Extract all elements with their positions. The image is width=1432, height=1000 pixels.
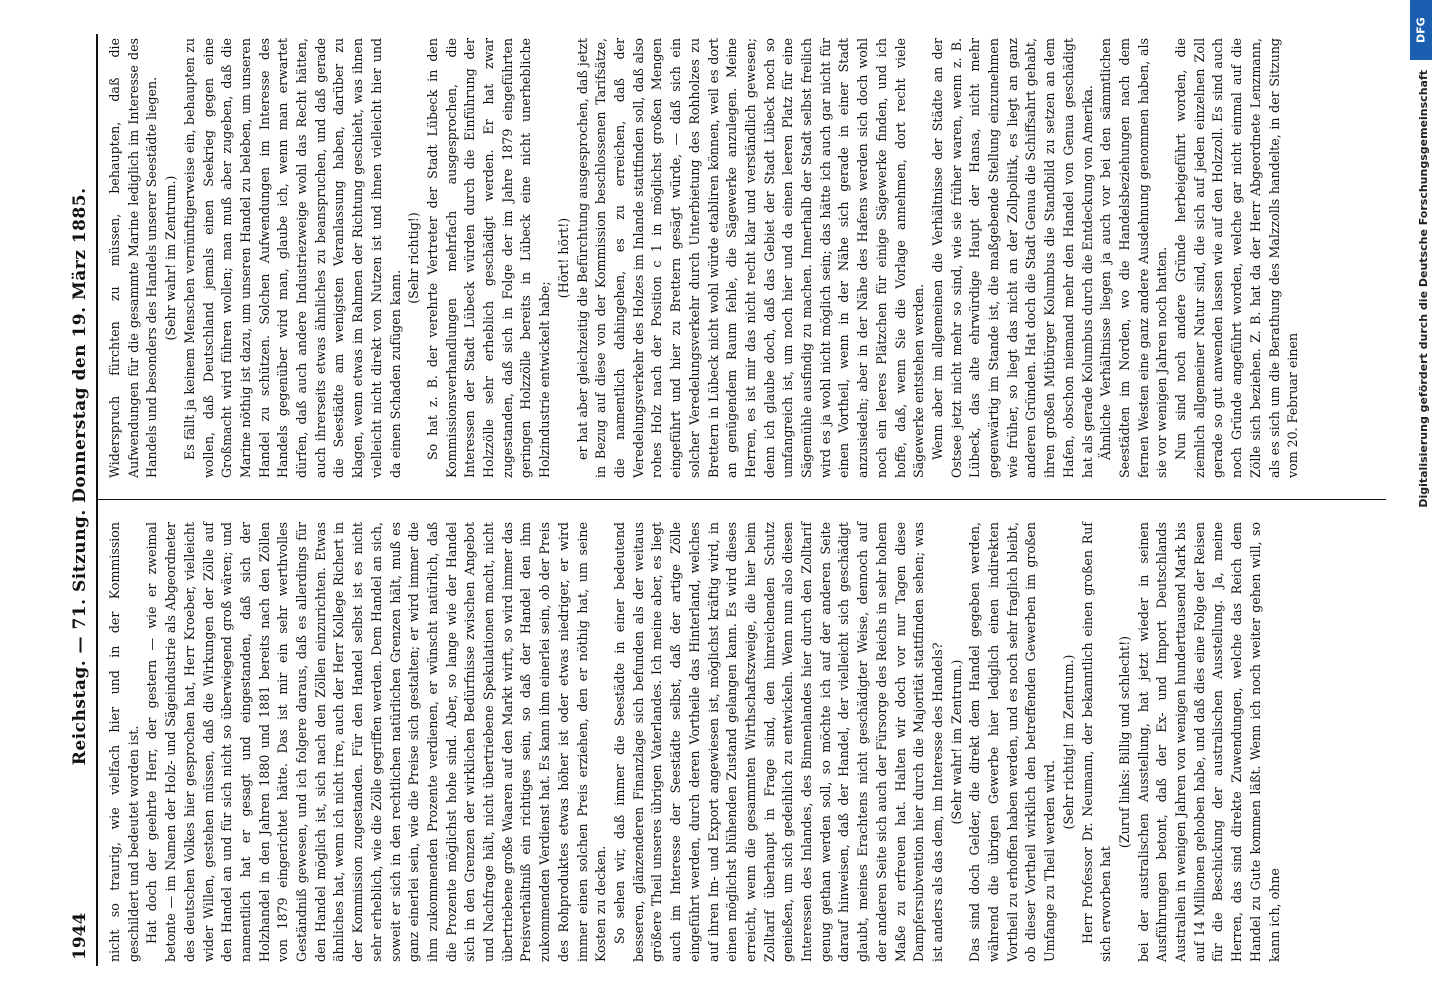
scanned-page (50, 20, 1400, 980)
paragraph: So sehen wir, daß immer die Seestädte in einer bedeutend besseren, glänzenderen Finanzlage sich befunden als der weitaus größere Theil unseres übrigen Vaterlandes. Ich meine aber, es liegt auch im Interesse der Seestädte selbst, daß der artige Zölle eingeführt werden, durch deren Vortheile das Hinterland, welches auf ihren Im- und Export angewiesen ist, möglichst kräftig wird, in einen möglichst blühenden Zustand gelangen kann. Es wird dieses erreicht, wenn die gesammten Wirthschaftszweige, die hier beim Zolltarif überhaupt in Frage sind, den hinreichenden Schutz genießen, um sich gedeihlich zu entwickeln. Wenn nun also diesen Interessen des Inlandes, des Binnenlandes hier durch den Zolltarif genug gethan werden soll, so möchte ich auf der anderen Seite darauf hinweisen, daß der Handel, der vielleicht sich geschädigt glaubt, meines Erachtens nicht geschädigter Weise, dennoch auf der anderen Seite sich auch der Fürsorge des Reichs in sehr hohem Maße zu erfreuen hat. Halten wir doch vor nur Tagen diese Dampfersubvention hier durch die Majorität stattfinden sehen; was ist anders als das dem, im Interesse des Handels? (611, 522, 945, 962)
interjection: (Sehr wahr! im Zentrum.) (163, 175, 179, 341)
page-header (56, 40, 90, 960)
paragraph: bei der australischen Ausstellung, hat jetzt wieder in seinen Ausführungen betont, daß der Ex- und Import Deutschlands Australien in wenigen Jahren von wenigen hunderttausend Mark bis auf 14 Millionen gehoben habe, und daß dies eine Folge der Reisen für die Beschickung der australischen Ausstellung. Ja, meine Herren, das sind direkte Zuwendungen, welche das Reich dem Handel zu Gute kommen läßt. Wenn ich noch weiter gehen will, so kann ich, ohne (1135, 522, 1282, 962)
paragraph: nicht so traurig, wie vielfach hier und in der Kommission geschildert und bedeutet worden ist. (107, 522, 141, 962)
paragraph: Widerspruch fürchten zu müssen, behaupten, daß die Aufwendungen für die gesammte Marine lediglich im Interesse des Handels und besonders des Handels unserer Seestädte liegen. (107, 38, 160, 478)
digitization-credit: Digitalisierung gefördert durch die Deutsche Forschungsgemeinschaft (1417, 70, 1430, 508)
right-column (106, 38, 1386, 478)
paragraph: Es fällt ja keinem Menschen vernünftigerweise ein, behaupten zu wollen, daß Deutschland jemals einen Seekrieg gegen eine Großmacht wird führen wollen; man muß aber zugeben, daß die Marine nöthig ist dazu, um unseren Handel zu beleben, um unseren Handel zu schützen. Solchen Aufwendungen im Interesse des Handels gegenüber wird man, glaube ich, wenn man erwartet dürfen, daß auch andere Industriezweige wohl das Recht hätten, auch ihrerseits etwas ähnliches zu beanspruchen, und daß gerade die Seestädte am wenigsten Veranlassung haben, darüber zu klagen, wenn etwas im Rahmen der Richtung geschieht, was ihnen vielleicht nicht direkt von Nutzen ist und ihnen vielleicht hier und da einen Schaden zufügen kann. (181, 38, 403, 478)
column-divider (96, 499, 1386, 500)
interjection: (Sehr richtig!) (406, 212, 422, 304)
paragraph: er hat aber gleichzeitig die Befürchtung ausgesprochen, daß jetzt in Bezug auf diese von der Kommission beschlossenen Tarifsätze, die namentlich dahingehen, es zu erreichen, daß der Veredelungsverkehr des Holzes im Inlande stattfinden soll, daß also rohes Holz nach der Position c 1 in möglichst großen Mengen eingeführt und hier zu Brettern gesägt würde, — daß sich ein solcher Veredelungsverkehr durch Unterbietung des Rohholzes zu Brettern in Lübeck nicht wohl würde etabliren können, weil es dort an genügendem Raum fehle, die Sägewerke anzulegen. Meine Herren, es ist mir das nicht recht klar und verständlich gewesen; denn ich glaube doch, daß das Gebiet der Stadt Lübeck noch so umfangreich ist, um noch hier und da einen leeren Platz für eine Sägemühle ausfindig zu machen. Innerhalb der Stadt selbst freilich wird es ja wohl nicht möglich sein; das hätte ich auch gar nicht für einen Vortheil, wenn in der Nähe sich gerade in einer Stadt anzusiedeln; aber in der Nähe des Hafens werden sich doch wohl noch ein leeres Plätzchen für einige Sägewerke finden, und ich hoffe, daß, wenn Sie die Vorlage annehmen, dort recht viele Sägewerke entstehen werden. (574, 38, 927, 478)
paragraph: Nun sind noch andere Gründe herbeigeführt worden, die ziemlich allgemeiner Natur sind, die sich auf jeden einzelnen Zoll gerade so gut anwenden lassen wie auf den Holzzoll. Es sind auch noch Gründe angeführt worden, welche gar nicht einmal auf die Zölle sich beziehen. Z. B. hat da der Herr Abgeordnete Lenzmann, als es sich um die Berathung des Malzzolls handelte, in der Sitzung vom 20. Februar einen (1173, 38, 1301, 478)
paragraph: Herr Professor Dr. Neumann, der bekanntlich einen großen Ruf sich erworben hat (1079, 522, 1114, 962)
digitization-sidebar (1410, 0, 1432, 1000)
paragraph: Ähnliche Verhältnisse liegen ja auch vor bei den sämmtlichen Seestädten im Norden, wo die Handelsbeziehungen nach dem fernen Westen eine ganz andere Ausdehnung genommen haben, als sie vor wenigen Jahren noch hatten. (1098, 38, 1170, 478)
dfg-logo: DFG (1410, 0, 1432, 60)
left-column (106, 522, 1386, 962)
paragraph: Wenn aber im allgemeinen die Verhältnisse der Städte an der Ostsee jetzt nicht mehr so sind, wie sie früher waren, wenn z. B. Lübeck, das alte ehrwürdige Haupt der Hansa, nicht mehr gegenwärtig im Stande ist, die maßgebende Stellung einzunehmen wie früher, so liegt das nicht an der Zollpolitik, es liegt an ganz anderen Gründen. Hat doch die Stadt Genua die Schiffsahrt gehabt, ihren großen Mitbürger Kolumbus die Standbild zu setzen an dem Hafen, obschon niemand mehr den Handel von Genua geschädigt hat als gerade Kolumbus durch die Entdeckung von Amerika. (929, 38, 1095, 478)
page-number: 1944 (70, 912, 90, 960)
paragraph: Hat doch der geehrte Herr, der gestern — wie er zweimal betonte — im Namen der Holz- und Sägeindustrie als Abgeordneter des deutschen Volkes hier gesprochen hat, Herr Kroeber, vielleicht wider Willen, gestehen müssen, daß die Wirkungen der Zölle auf den Handel an und für sich nicht so überwiegend groß wären; und namentlich hat er gesagt und eingestanden, daß sich der Holzhandel in den Jahren 1880 und 1881 bereits nach den Zöllen von 1879 eingerichtet hätte. Das ist mir ein sehr werthvolles Geständniß gewesen, und ich folgere daraus, daß es allerdings für den Handel möglich ist, sich nach den Zöllen einzurichten. Etwas ähnliches hat, wenn ich nicht irre, auch der Herr Kollege Richert in der Kommission zugestanden. Für den Handel selbst ist es nicht sehr erheblich, wie die Zölle gegriffen werden. Dem Handel an sich, soweit er sich in den rechtlichen natürlichen Grenzen hält, muß es ganz einerlei sein, wie die Preise sich gestalten; er wird immer die ihm zukommenden Prozente verdienen, er wünscht natürlich, daß die Prozente möglichst hohe sind. Aber, so lange wie der Handel sich in den Grenzen der wirklichen Bedürfnisse zwischen Angebot und Nachfrage hält, nicht übertriebene Spekulationen macht, nicht übertriebene große Waaren auf den Markt wirft, so wird immer das Preisverhältniß ein richtiges sein, so daß der Handel den ihm zukommenden Verdienst hat. Es kann ihm einerlei sein, ob der Preis des Rohproduktes etwas höher ist oder etwas niedriger, er wird immer einen solchen Preis erziehen, den er nöthig hat, um seine Kosten zu decken. (144, 522, 609, 962)
paragraph: So hat z. B. der verehrte Vertreter der Stadt Lübeck in den Kommissionsverhandlungen mehrfach ausgesprochen, die Interessen der Stadt Lübeck würden durch die Einführung der Holzzölle sehr erheblich geschädigt werden. Er hat zwar zugestanden, daß sich in Folge der im Jahre 1879 eingeführten geringen Holzzölle bereits in Lübeck eine nicht unerhebliche Holzindustrie entwickelt habe; (424, 38, 553, 478)
interjection: (Sehr richtig! im Zentrum.) (1060, 654, 1076, 830)
interjection: (Zuruf links: Billig und schlecht!) (1116, 635, 1132, 849)
interjection: (Hört! hört!) (555, 217, 571, 299)
paragraph: Das sind doch Gelder, die direkt dem Handel gegeben werden, während die übrigen Gewerbe hier lediglich einen indirekten Vortheil zu erhoffen haben werden, und es noch sehr fraglich bleibt, ob dieser Vortheil wirklich den betreffenden Gewerben im großen Umfange zu Theil werden wird. (967, 522, 1058, 962)
page-title: Reichstag. — 71. Sitzung. Donnerstag den 19. März 1885. (70, 187, 90, 766)
header-rule (96, 34, 98, 966)
interjection: (Sehr wahr! im Zentrum.) (948, 659, 964, 825)
